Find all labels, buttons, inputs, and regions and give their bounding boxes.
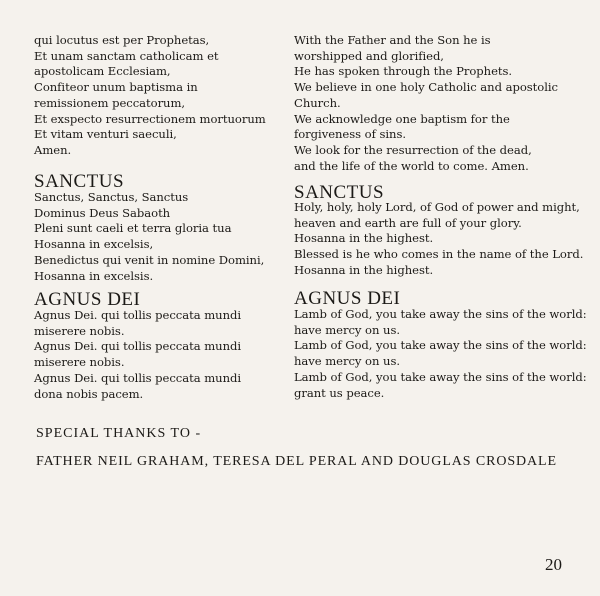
text-line: Dominus Deus Sabaoth: [34, 205, 171, 220]
text-line: dona nobis pacem.: [34, 386, 144, 401]
text-line: Amen.: [34, 142, 72, 157]
text-line: Pleni sunt caeli et terra gloria tua: [34, 221, 232, 236]
english-credo-text: [294, 33, 558, 174]
text-line: have mercy on us.: [294, 322, 400, 337]
page-number: 20: [545, 555, 562, 574]
text-line: have mercy on us.: [294, 354, 400, 369]
text-line: We acknowledge one baptism for the: [294, 111, 510, 126]
text-line: Hosanna in the highest.: [294, 231, 434, 246]
special-thanks-names: FATHER NEIL GRAHAM, TERESA DEL PERAL AND DOUGLAS CROSDALE: [36, 454, 557, 469]
text-line: worshipped and glorified,: [294, 48, 444, 63]
text-line: He has spoken through the Prophets.: [294, 64, 513, 79]
text-line: We look for the resurrection of the dead,: [294, 142, 532, 157]
text-line: Hosanna in excelsis.: [34, 268, 154, 283]
latin-agnus-heading: AGNUS DEI: [34, 289, 141, 310]
english-sanctus-text: [294, 200, 583, 279]
text-line: Et unam sanctam catholicam et: [34, 48, 219, 63]
text-line: We believe in one holy Catholic and apostolic: [294, 80, 558, 95]
latin-agnus-text: [34, 308, 241, 402]
text-line: Blessed is he who comes in the name of the Lord.: [294, 247, 584, 262]
english-agnus-heading: AGNUS DEI: [294, 288, 401, 309]
text-line: Lamb of God, you take away the sins of the world:: [294, 338, 587, 353]
text-line: and the life of the world to come. Amen.: [294, 158, 529, 173]
latin-credo-text: [34, 33, 266, 159]
text-line: Et vitam venturi saeculi,: [34, 127, 177, 142]
text-line: Agnus Dei. qui tollis peccata mundi: [34, 339, 242, 354]
text-line: qui locutus est per Prophetas,: [34, 33, 210, 47]
text-line: Confiteor unum baptisma in: [34, 80, 198, 95]
text-line: miserere nobis.: [34, 355, 125, 370]
text-line: Lamb of God, you take away the sins of the world:: [294, 369, 587, 384]
text-line: Agnus Dei. qui tollis peccata mundi: [34, 370, 242, 385]
text-line: miserere nobis.: [34, 323, 125, 338]
text-line: Agnus Dei. qui tollis peccata mundi: [34, 308, 242, 322]
latin-sanctus-text: [34, 190, 264, 284]
text-line: Et exspecto resurrectionem mortuorum: [34, 111, 266, 126]
text-line: remissionem peccatorum,: [34, 95, 186, 110]
text-line: grant us peace.: [294, 385, 385, 400]
text-line: Hosanna in excelsis,: [34, 237, 154, 252]
text-line: heaven and earth are full of your glory.: [294, 215, 522, 230]
text-line: Benedictus qui venit in nomine Domini,: [34, 252, 265, 267]
text-line: Lamb of God, you take away the sins of the world:: [294, 307, 587, 321]
text-line: Hosanna in the highest.: [294, 262, 434, 277]
text-line: apostolicam Ecclesiam,: [34, 64, 171, 79]
english-sanctus-heading: SANCTUS: [294, 182, 385, 203]
special-thanks-title: SPECIAL THANKS TO -: [36, 426, 202, 441]
text-line: Holy, holy, holy Lord, of God of power and might,: [294, 200, 580, 214]
text-line: forgiveness of sins.: [294, 127, 406, 142]
text-line: Church.: [294, 95, 341, 110]
english-agnus-text: [294, 307, 587, 401]
text-line: With the Father and the Son he is: [294, 33, 491, 47]
latin-sanctus-heading: SANCTUS: [34, 171, 125, 192]
text-line: Sanctus, Sanctus, Sanctus: [34, 190, 189, 204]
